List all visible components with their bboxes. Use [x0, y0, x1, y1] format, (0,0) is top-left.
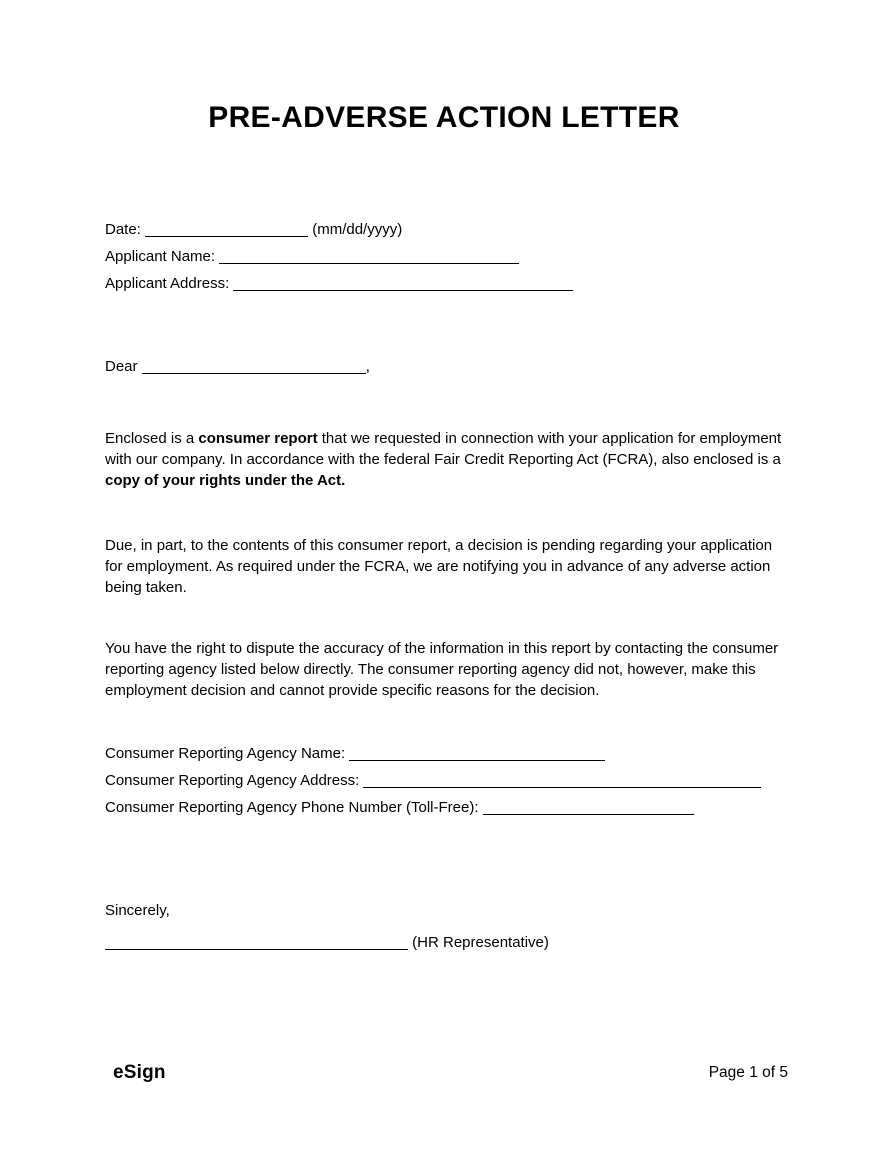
agency-phone-field-row — [105, 794, 694, 821]
applicant-name-blank-line — [219, 249, 519, 264]
paragraph-text: Enclosed is a — [105, 430, 199, 447]
paragraph-right-to-dispute: You have the right to dispute the accuracy of the information in this report by contacting the consumer reporting agency listed below directly. The consumer reporting agency did not, however, make this employment decision and cannot provide specific reasons for the decision. — [105, 640, 779, 699]
agency-name-label: Consumer Reporting Agency Name: — [105, 745, 346, 762]
agency-address-label: Consumer Reporting Agency Address: — [105, 772, 360, 789]
salutation-comma: , — [365, 358, 370, 375]
salutation-label: Dear — [105, 358, 138, 375]
bold-consumer-report: consumer report — [198, 430, 318, 447]
agency-address-blank-line — [363, 773, 761, 788]
page-title: PRE-ADVERSE ACTION LETTER — [208, 101, 680, 134]
date-format-hint: (mm/dd/yyyy) — [312, 221, 403, 238]
date-field-row — [105, 216, 402, 243]
date-label: Date: — [105, 221, 141, 238]
signature-caption: (HR Representative) — [412, 934, 549, 951]
applicant-address-blank-line — [233, 276, 573, 291]
page-number-indicator: Page 1 of 5 — [708, 1064, 788, 1081]
closing-sincerely: Sincerely, — [105, 902, 170, 919]
agency-phone-blank-line — [483, 800, 694, 815]
applicant-name-field-row — [105, 243, 519, 270]
signature-row — [105, 929, 549, 956]
salutation-blank-line — [142, 359, 366, 374]
agency-phone-label: Consumer Reporting Agency Phone Number (Toll-Free): — [105, 799, 479, 816]
paragraph-decision-pending: Due, in part, to the contents of this consumer report, a decision is pending regarding your application for employment. As required under the FCRA, we are notifying you in advance of any adverse action being taken. — [105, 537, 773, 596]
salutation-row — [105, 353, 370, 380]
date-blank-line — [145, 222, 308, 237]
page-footer — [105, 1062, 788, 1084]
applicant-name-label: Applicant Name: — [105, 248, 216, 265]
paragraph-enclosed-report — [105, 428, 789, 491]
signature-blank-line — [105, 935, 408, 950]
paragraph-text: that we requested in connection with your application for employment with our company. In accordance with the federal Fair Credit Reporting Act (FCRA), also enclosed is a — [105, 430, 782, 468]
agency-name-field-row — [105, 740, 605, 767]
esign-logo: eSign — [113, 1062, 166, 1083]
applicant-address-label: Applicant Address: — [105, 275, 230, 292]
bold-copy-of-rights: copy of your rights under the Act. — [105, 472, 346, 489]
applicant-address-field-row — [105, 270, 573, 297]
agency-address-field-row — [105, 767, 761, 794]
agency-name-blank-line — [349, 746, 605, 761]
